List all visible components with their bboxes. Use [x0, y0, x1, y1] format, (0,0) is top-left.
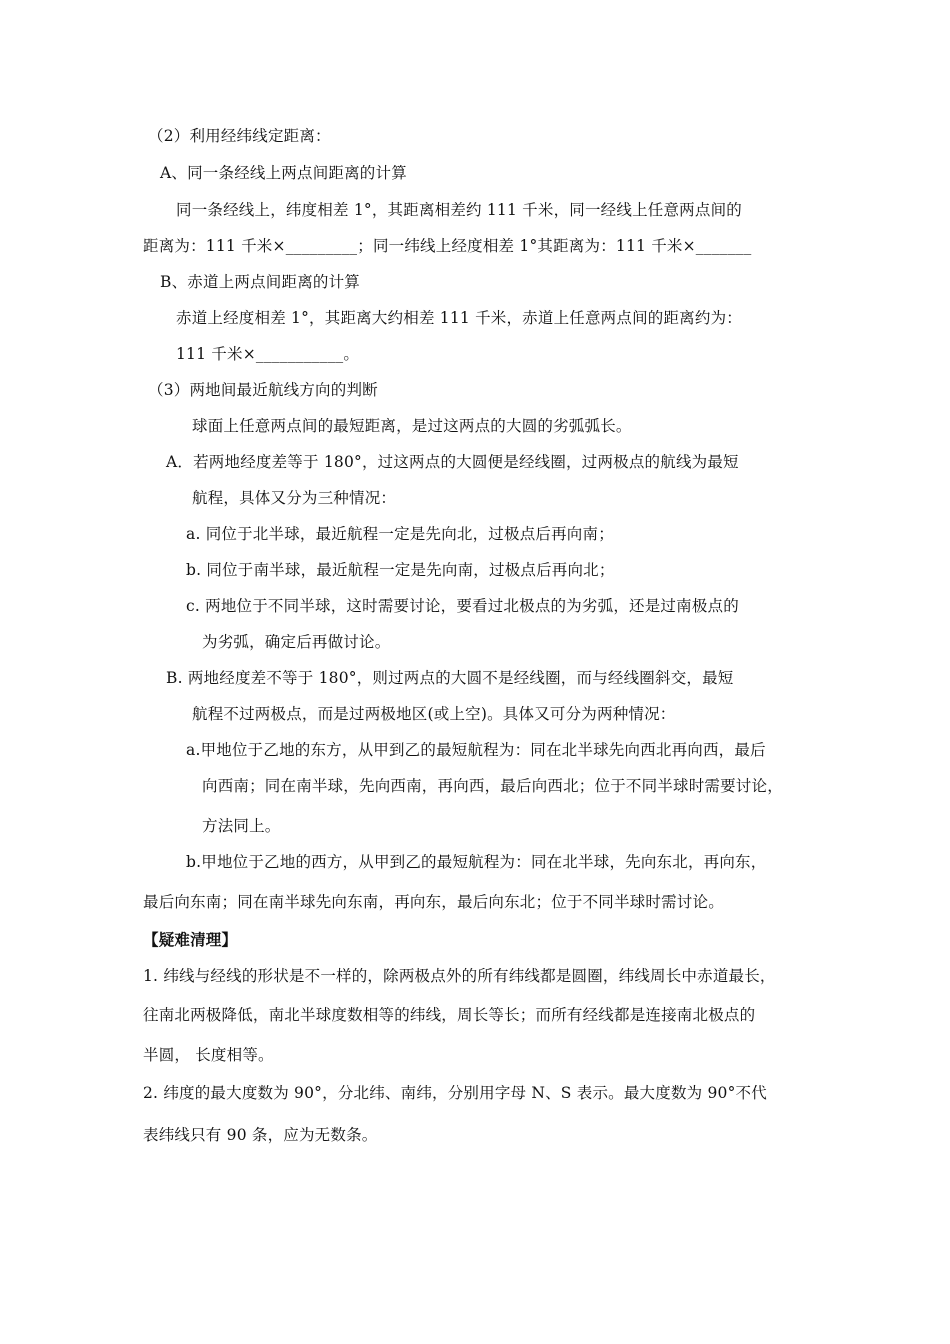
- case-b-item-b: b.甲地位于乙地的西方，从甲到乙的最短航程为：同在北半球，先向东北，再向东，: [186, 853, 767, 871]
- case-b-line: 航程不过两极点，而是过两极地区(或上空)。具体又可分为两种情况：: [192, 705, 676, 723]
- case-b-item-a: 向西南；同在南半球，先向西南，再向西，最后向西北；位于不同半球时需要讨论，: [202, 777, 783, 795]
- case-a-item-a: a. 同位于北半球，最近航程一定是先向北，过极点后再向南；: [186, 525, 614, 543]
- paragraph-line: 球面上任意两点间的最短距离，是过这两点的大圆的劣弧弧长。: [192, 417, 632, 435]
- paragraph-line: 赤道上经度相差 1°，其距离大约相差 111 千米，赤道上任意两点间的距离约为：: [176, 309, 742, 327]
- subsection-b-heading: B、赤道上两点间距离的计算: [160, 273, 360, 291]
- faq-item-2: 表纬线只有 90 条，应为无数条。: [143, 1126, 378, 1144]
- section-3-heading: （3）两地间最近航线方向的判断: [148, 381, 378, 399]
- paragraph-line: 同一条经线上，纬度相差 1°，其距离相差约 111 千米，同一经线上任意两点间的: [176, 201, 742, 219]
- faq-item-1: 半圆， 长度相等。: [143, 1046, 274, 1064]
- section-2-heading: （2）利用经纬线定距离：: [148, 127, 331, 145]
- case-a-item-c: c. 两地位于不同半球，这时需要讨论，要看过北极点的为劣弧，还是过南极点的: [186, 597, 739, 615]
- paragraph-line: 距离为：111 千米×_________；同一纬线上经度相差 1°其距离为：111 千米×_______: [143, 237, 752, 255]
- case-b-item-a: 方法同上。: [202, 817, 281, 835]
- paragraph-line: 111 千米×___________。: [176, 345, 360, 363]
- faq-item-1: 往南北两极降低，南北半球度数相等的纬线，周长等长；而所有经线都是连接南北极点的: [143, 1006, 756, 1024]
- faq-heading: 【疑难清理】: [143, 930, 238, 949]
- case-a-line: 航程，具体又分为三种情况：: [192, 489, 397, 507]
- case-b-item-b: 最后向东南；同在南半球先向东南，再向东，最后向东北；位于不同半球时需讨论。: [143, 893, 724, 911]
- faq-item-1: 1. 纬线与经线的形状是不一样的，除两极点外的所有纬线都是圆圈，纬线周长中赤道最长，: [143, 967, 776, 985]
- case-a-item-c: 为劣弧，确定后再做讨论。: [202, 633, 391, 651]
- case-b-item-a: a.甲地位于乙地的东方，从甲到乙的最短航程为：同在北半球先向西北再向西，最后: [186, 741, 766, 759]
- case-b-line: B. 两地经度差不等于 180°，则过两点的大圆不是经线圈，而与经线圈斜交，最短: [166, 669, 734, 687]
- case-a-item-b: b. 同位于南半球，最近航程一定是先向南，过极点后再向北；: [186, 561, 615, 579]
- faq-item-2: 2. 纬度的最大度数为 90°，分北纬、南纬，分别用字母 N、S 表示。最大度数为 90°不代: [143, 1084, 767, 1102]
- subsection-a-heading: A、同一条经线上两点间距离的计算: [160, 164, 407, 182]
- case-a-line: A．若两地经度差等于 180°，过这两点的大圆便是经线圈，过两极点的航线为最短: [166, 453, 739, 471]
